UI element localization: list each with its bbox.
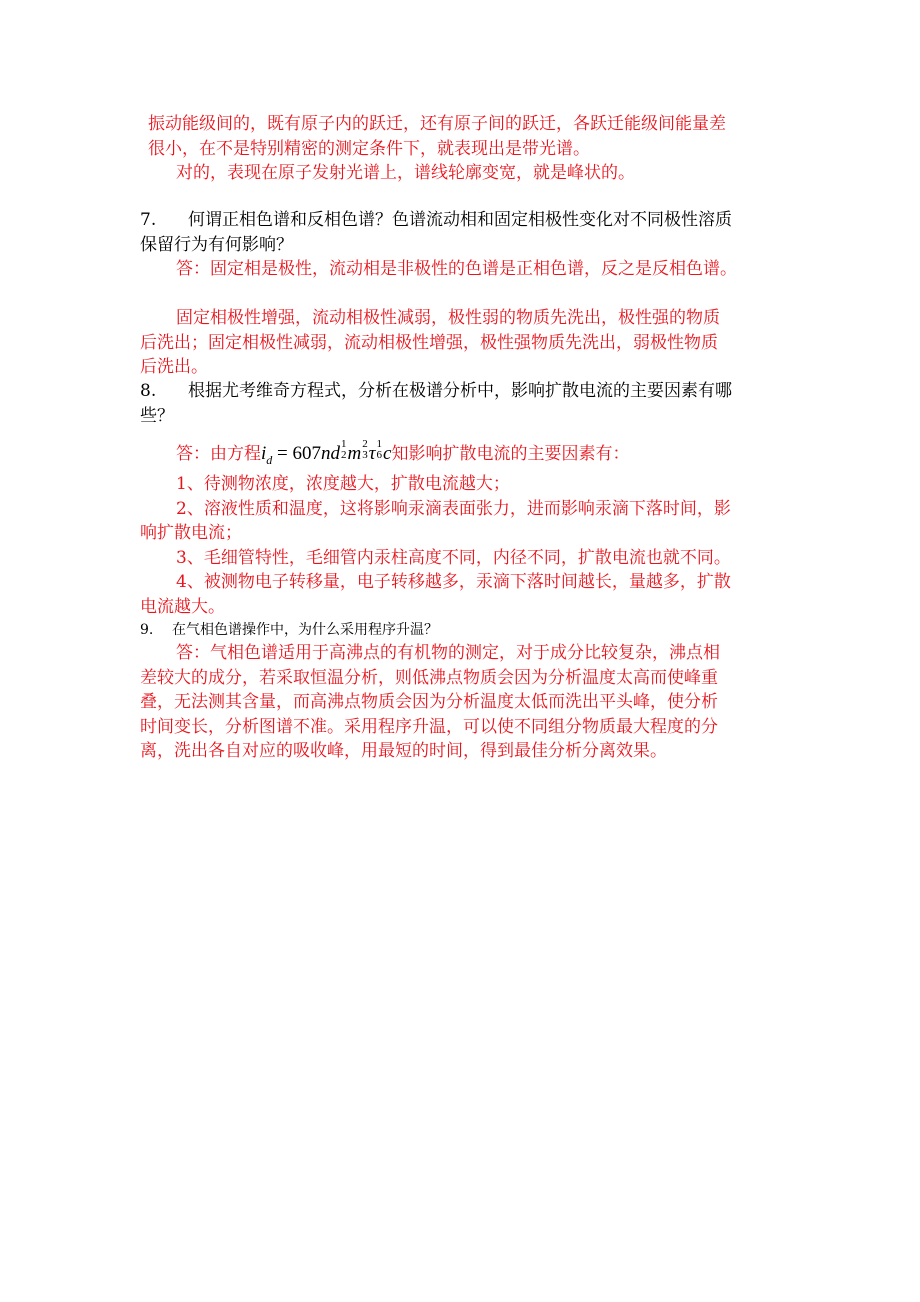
question-text: 根据尤考维奇方程式，分析在极谱分析中，影响扩散电流的主要因素有哪: [188, 381, 732, 401]
eq-numerator: 1: [341, 438, 347, 450]
eq-exponent: [377, 439, 383, 461]
question-line: 保留行为有何影响？: [140, 234, 293, 255]
question-9: [140, 619, 782, 764]
eq-denominator: 3: [362, 449, 368, 461]
answer-text: 知影响扩散电流的主要因素有：: [391, 444, 630, 464]
eq-symbol: i: [261, 443, 267, 464]
question-line: [140, 619, 782, 641]
answer-text: 答：由方程: [176, 444, 261, 464]
eq-denominator: 2: [341, 449, 347, 461]
answer-7-continuation: [140, 306, 782, 380]
answer-8: [140, 436, 782, 619]
eq-exponent: [362, 439, 368, 461]
eq-denominator: 6: [376, 449, 383, 461]
ilkovic-equation: [261, 438, 392, 467]
eq-numerator: 2: [362, 438, 368, 450]
answer-line: 答：气相色谱适用于高沸点的有机物的测定，对于成分比较复杂，沸点相: [176, 643, 720, 663]
answer-line: 固定相极性增强，流动相极性减弱，极性弱的物质先洗出，极性强的物质: [176, 308, 720, 328]
answer-line: 响扩散电流；: [140, 523, 242, 543]
question-text: 在气相色谱操作中，为什么采用程序升温？: [172, 622, 438, 638]
answer-line: 叠，无法测其含量，而高沸点物质会因为分析温度太低而洗出平头峰，使分析: [140, 692, 718, 712]
answer-6-continuation: [148, 112, 790, 186]
eq-symbol: m: [347, 443, 362, 464]
answer-line: 差较大的成分，若采取恒温分析，则低沸点物质会因为分析温度太高而使峰重: [140, 667, 718, 688]
eq-numerator: 1: [376, 438, 383, 450]
answer-line: 电流越大。: [140, 596, 225, 617]
question-number: 8.: [140, 381, 157, 401]
text-line: 振动能级间的，既有原子内的跃迁，还有原子间的跃迁，各跃迁能级间能量差: [148, 114, 726, 134]
question-7: [140, 208, 782, 282]
eq-symbol: n: [321, 443, 331, 464]
answer-line: 后洗出；固定相极性减弱，流动相极性增强，极性强物质先洗出，弱极性物质: [140, 332, 718, 353]
question-line: [140, 379, 782, 404]
eq-symbol: τ: [368, 443, 376, 464]
eq-symbol: d: [330, 443, 340, 464]
question-line: 些？: [140, 405, 174, 426]
answer-equation-line: [140, 436, 782, 472]
eq-symbol: c: [383, 443, 392, 464]
text-line: 很小，在不是特别精密的测定条件下，就表现出是带光谱。: [148, 138, 590, 159]
answer-line: 2、溶液性质和温度，这将影响汞滴表面张力，进而影响汞滴下落时间，影: [176, 498, 731, 519]
question-number: 7.: [140, 210, 157, 230]
answer-line: 离，洗出各自对应的吸收峰，用最短的时间，得到最佳分析分离效果。: [140, 741, 667, 761]
question-text: 何谓正相色谱和反相色谱？色谱流动相和固定相极性变化对不同极性溶质: [188, 210, 732, 230]
answer-line: 后洗出。: [140, 357, 208, 377]
answer-line: 1、待测物浓度，浓度越大，扩散电流越大；: [176, 474, 510, 494]
question-line: [140, 208, 782, 233]
answer-line: 3、毛细管特性，毛细管内汞柱高度不同，内径不同，扩散电流也就不同。: [176, 547, 731, 568]
eq-subscript: d: [266, 452, 273, 467]
text-line: 对的，表现在原子发射光谱上，谱线轮廓变宽，就是峰状的。: [176, 163, 635, 183]
answer-line: 时间变长，分析图谱不准。采用程序升温，可以使不同组分物质最大程度的分: [140, 716, 718, 737]
answer-line: 4、被测物电子转移量，电子转移越多，汞滴下落时间越长，量越多，扩散: [176, 572, 731, 592]
question-8: [140, 379, 782, 428]
question-number: 9.: [140, 622, 154, 638]
answer-line: 答：固定相是极性，流动相是非极性的色谱是正相色谱，反之是反相色谱。: [176, 259, 737, 279]
eq-constant: = 607: [272, 443, 321, 464]
eq-exponent: [341, 439, 347, 461]
